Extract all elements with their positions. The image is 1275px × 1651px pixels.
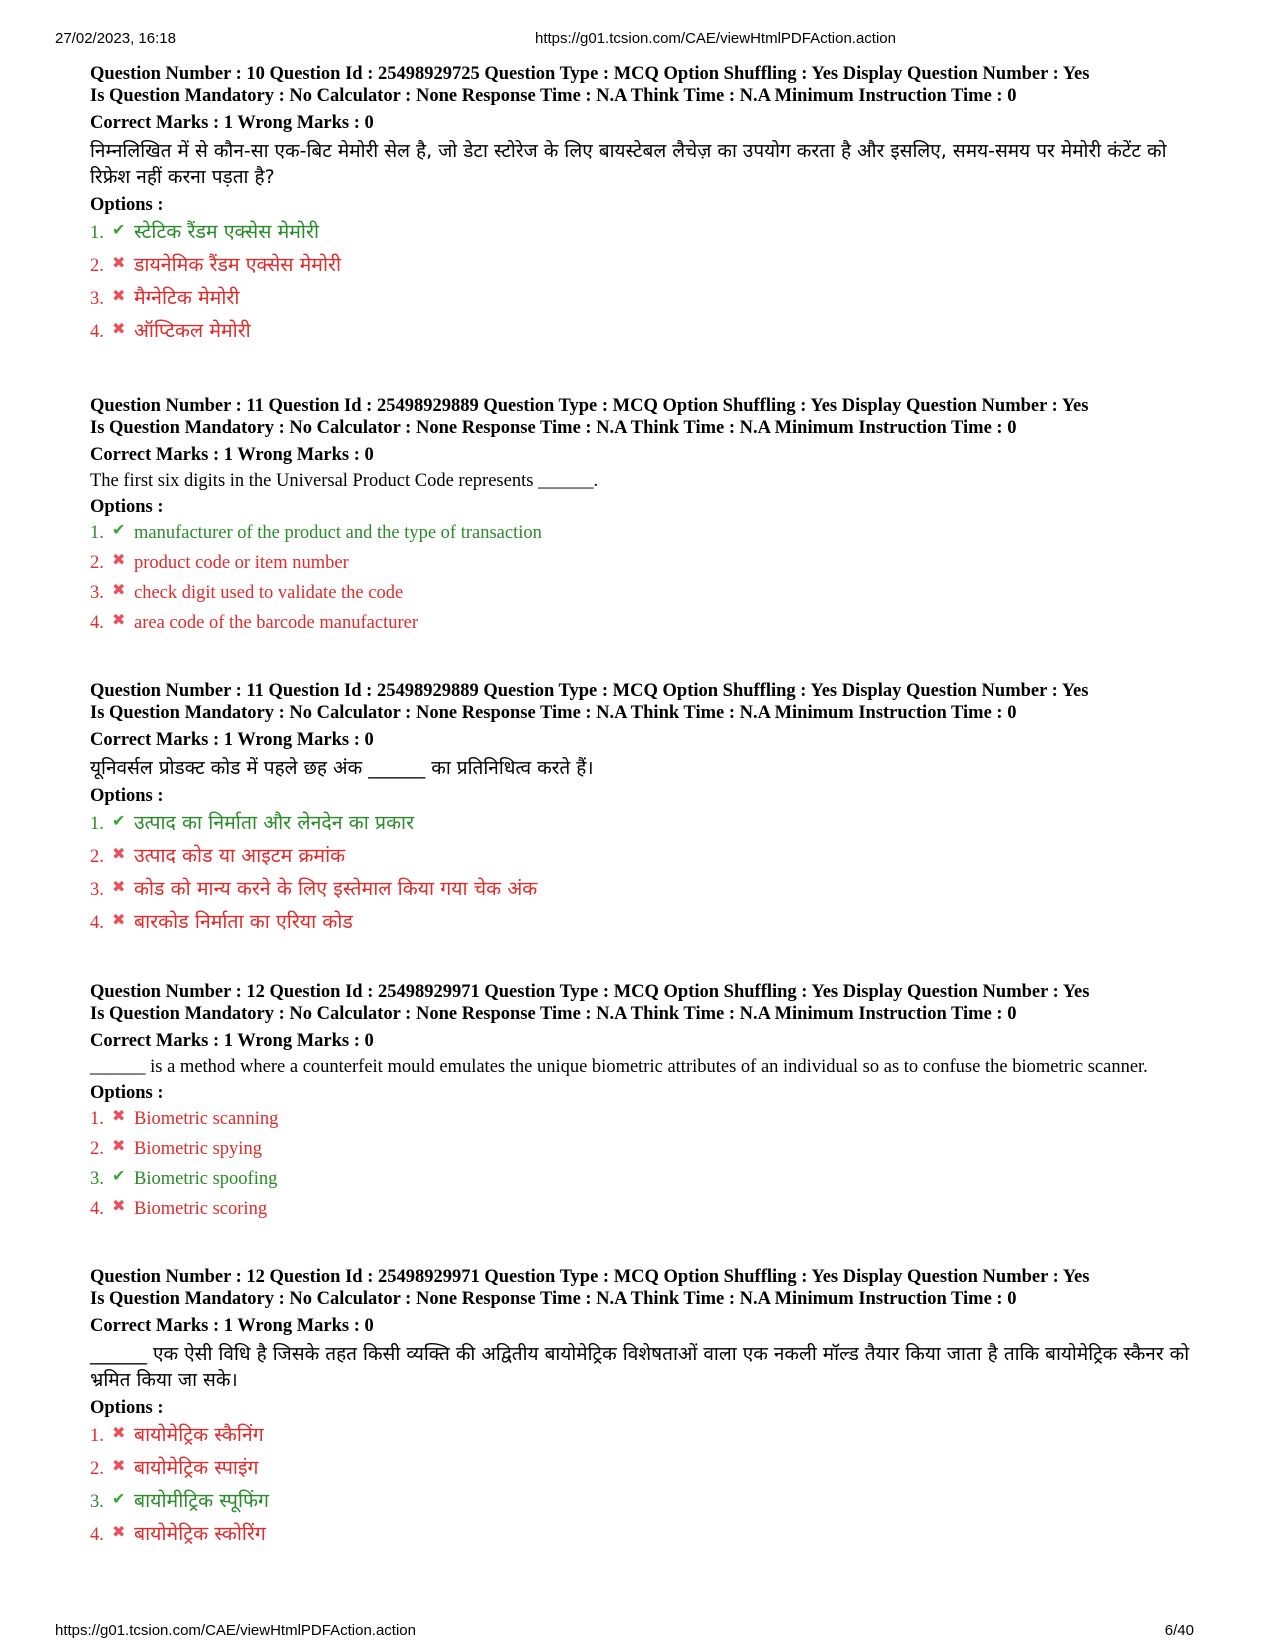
option-item: [90, 315, 1200, 348]
question-text: The first six digits in the Universal Product Code represents ______.: [90, 471, 599, 491]
question-meta: Is Question Mandatory : No Calculator : None Response Time : N.A Think Time : N.A Minimum Instruction Time : 0: [90, 1289, 1017, 1309]
question-meta: Is Question Mandatory : No Calculator : None Response Time : N.A Think Time : N.A Minimum Instruction Time : 0: [90, 703, 1017, 723]
options-list: [90, 807, 1200, 939]
option-number: 3.: [90, 583, 104, 603]
option-item: [90, 548, 1200, 578]
question-text: ______ is a method where a counterfeit mould emulates the unique biometric attributes of an individual so as to confuse the biometric scanner.: [90, 1057, 1148, 1077]
question-list: [90, 63, 1200, 1593]
option-text: बायोमेट्रिक स्पाइंग: [134, 1456, 259, 1479]
option-number: 4.: [90, 913, 104, 933]
option-number: 2.: [90, 1139, 104, 1159]
options-list: [90, 1104, 1200, 1224]
print-header-url: https://g01.tcsion.com/CAE/viewHtmlPDFAction.action: [535, 30, 896, 47]
page-number: 6/40: [1164, 1622, 1194, 1639]
question-meta: Question Number : 11 Question Id : 25498929889 Question Type : MCQ Option Shuffling : Yes Display Question Number : Yes: [90, 396, 1089, 416]
cross-icon: ✖: [112, 1456, 126, 1475]
options-label: Options :: [90, 195, 164, 215]
cross-icon: ✖: [112, 1136, 126, 1155]
option-number: 3.: [90, 880, 104, 900]
option-text: स्टेटिक रैंडम एक्सेस मेमोरी: [134, 220, 319, 243]
option-item: [90, 282, 1200, 315]
question-meta: Question Number : 10 Question Id : 25498929725 Question Type : MCQ Option Shuffling : Yes Display Question Number : Yes: [90, 64, 1090, 84]
cross-icon: ✖: [112, 319, 126, 338]
option-text: बायोमेट्रिक स्कैनिंग: [134, 1423, 264, 1446]
option-item: [90, 1419, 1200, 1452]
option-number: 2.: [90, 847, 104, 867]
option-item: [90, 249, 1200, 282]
option-item: [90, 608, 1200, 638]
option-text: product code or item number: [134, 553, 349, 573]
option-number: 2.: [90, 256, 104, 276]
cross-icon: ✖: [112, 1196, 126, 1215]
options-label: Options :: [90, 1398, 164, 1418]
question-block: [90, 1266, 1200, 1551]
option-text: manufacturer of the product and the type of transaction: [134, 523, 542, 543]
option-item: [90, 1164, 1200, 1194]
option-item: [90, 1194, 1200, 1224]
option-item: [90, 1104, 1200, 1134]
print-header: [55, 30, 1220, 50]
question-marks: Correct Marks : 1 Wrong Marks : 0: [90, 445, 374, 465]
options-list: [90, 518, 1200, 638]
check-icon: ✔: [112, 520, 126, 539]
option-number: 1.: [90, 1109, 104, 1129]
question-meta: Is Question Mandatory : No Calculator : None Response Time : N.A Think Time : N.A Minimum Instruction Time : 0: [90, 418, 1017, 438]
question-marks: Correct Marks : 1 Wrong Marks : 0: [90, 1031, 374, 1051]
cross-icon: ✖: [112, 877, 126, 896]
option-item: [90, 906, 1200, 939]
options-list: [90, 216, 1200, 348]
cross-icon: ✖: [112, 1423, 126, 1442]
option-number: 3.: [90, 1169, 104, 1189]
options-label: Options :: [90, 786, 164, 806]
option-number: 1.: [90, 814, 104, 834]
option-item: [90, 1134, 1200, 1164]
check-icon: ✔: [112, 1166, 126, 1185]
cross-icon: ✖: [112, 253, 126, 272]
cross-icon: ✖: [112, 910, 126, 929]
option-number: 4.: [90, 1525, 104, 1545]
question-meta: Is Question Mandatory : No Calculator : None Response Time : N.A Think Time : N.A Minimum Instruction Time : 0: [90, 86, 1017, 106]
option-item: [90, 1518, 1200, 1551]
cross-icon: ✖: [112, 1522, 126, 1541]
option-text: ऑप्टिकल मेमोरी: [134, 319, 251, 342]
option-item: [90, 518, 1200, 548]
question-marks: Correct Marks : 1 Wrong Marks : 0: [90, 1316, 374, 1336]
option-text: मैग्नेटिक मेमोरी: [134, 286, 240, 309]
option-text: Biometric spoofing: [134, 1169, 278, 1189]
options-list: [90, 1419, 1200, 1551]
check-icon: ✔: [112, 220, 126, 239]
option-number: 4.: [90, 1199, 104, 1219]
option-text: Biometric scanning: [134, 1109, 279, 1129]
question-meta: Question Number : 11 Question Id : 25498929889 Question Type : MCQ Option Shuffling : Yes Display Question Number : Yes: [90, 681, 1089, 701]
question-block: [90, 395, 1200, 638]
option-text: Biometric scoring: [134, 1199, 268, 1219]
question-marks: Correct Marks : 1 Wrong Marks : 0: [90, 113, 374, 133]
option-number: 4.: [90, 613, 104, 633]
option-number: 3.: [90, 289, 104, 309]
option-item: [90, 578, 1200, 608]
question-text: निम्नलिखित में से कौन-सा एक-बिट मेमोरी सेल है, जो डेटा स्टोरेज के लिए बायस्टेबल लैचेज़ का उपयोग करता है और इसलिए, समय-समय पर मेमोरी कंटेंट को रिफ्रेश नहीं करना पड़ता है?: [90, 140, 1167, 188]
question-block: [90, 63, 1200, 348]
print-footer: [55, 1622, 1220, 1642]
option-number: 1.: [90, 523, 104, 543]
question-block: [90, 981, 1200, 1224]
option-text: check digit used to validate the code: [134, 583, 404, 603]
option-item: [90, 1485, 1200, 1518]
cross-icon: ✖: [112, 580, 126, 599]
option-text: कोड को मान्य करने के लिए इस्तेमाल किया गया चेक अंक: [134, 877, 538, 900]
print-datetime: 27/02/2023, 16:18: [55, 30, 176, 47]
option-item: [90, 840, 1200, 873]
question-meta: Question Number : 12 Question Id : 25498929971 Question Type : MCQ Option Shuffling : Yes Display Question Number : Yes: [90, 982, 1090, 1002]
check-icon: ✔: [112, 1489, 126, 1508]
check-icon: ✔: [112, 811, 126, 830]
question-marks: Correct Marks : 1 Wrong Marks : 0: [90, 730, 374, 750]
option-item: [90, 216, 1200, 249]
option-text: उत्पाद कोड या आइटम क्रमांक: [134, 844, 346, 867]
option-number: 2.: [90, 1459, 104, 1479]
option-item: [90, 807, 1200, 840]
option-number: 3.: [90, 1492, 104, 1512]
option-item: [90, 873, 1200, 906]
option-text: डायनेमिक रैंडम एक्सेस मेमोरी: [134, 253, 342, 276]
question-text: यूनिवर्सल प्रोडक्ट कोड में पहले छह अंक ______ का प्रतिनिधित्व करते हैं।: [90, 757, 594, 779]
options-label: Options :: [90, 1083, 164, 1103]
option-text: उत्पाद का निर्माता और लेनदेन का प्रकार: [134, 811, 415, 834]
cross-icon: ✖: [112, 550, 126, 569]
option-number: 4.: [90, 322, 104, 342]
cross-icon: ✖: [112, 286, 126, 305]
option-text: बायोमीट्रिक स्पूफिंग: [134, 1489, 270, 1512]
option-text: बायोमेट्रिक स्कोरिंग: [134, 1522, 266, 1545]
option-number: 1.: [90, 1426, 104, 1446]
options-label: Options :: [90, 497, 164, 517]
option-number: 2.: [90, 553, 104, 573]
print-footer-url: https://g01.tcsion.com/CAE/viewHtmlPDFAction.action: [55, 1622, 416, 1639]
option-number: 1.: [90, 223, 104, 243]
option-item: [90, 1452, 1200, 1485]
cross-icon: ✖: [112, 844, 126, 863]
cross-icon: ✖: [112, 1106, 126, 1125]
option-text: बारकोड निर्माता का एरिया कोड: [134, 910, 353, 933]
question-meta: Question Number : 12 Question Id : 25498929971 Question Type : MCQ Option Shuffling : Yes Display Question Number : Yes: [90, 1267, 1090, 1287]
cross-icon: ✖: [112, 610, 126, 629]
option-text: area code of the barcode manufacturer: [134, 613, 419, 633]
question-text: ______ एक ऐसी विधि है जिसके तहत किसी व्यक्ति की अद्वितीय बायोमेट्रिक विशेषताओं वाला एक नकली मॉल्ड तैयार किया जाता है ताकि बायोमेट्रिक स्कैनर को भ्रमित किया जा सके।: [90, 1343, 1190, 1391]
option-text: Biometric spying: [134, 1139, 262, 1159]
question-meta: Is Question Mandatory : No Calculator : None Response Time : N.A Think Time : N.A Minimum Instruction Time : 0: [90, 1004, 1017, 1024]
question-block: [90, 680, 1200, 939]
